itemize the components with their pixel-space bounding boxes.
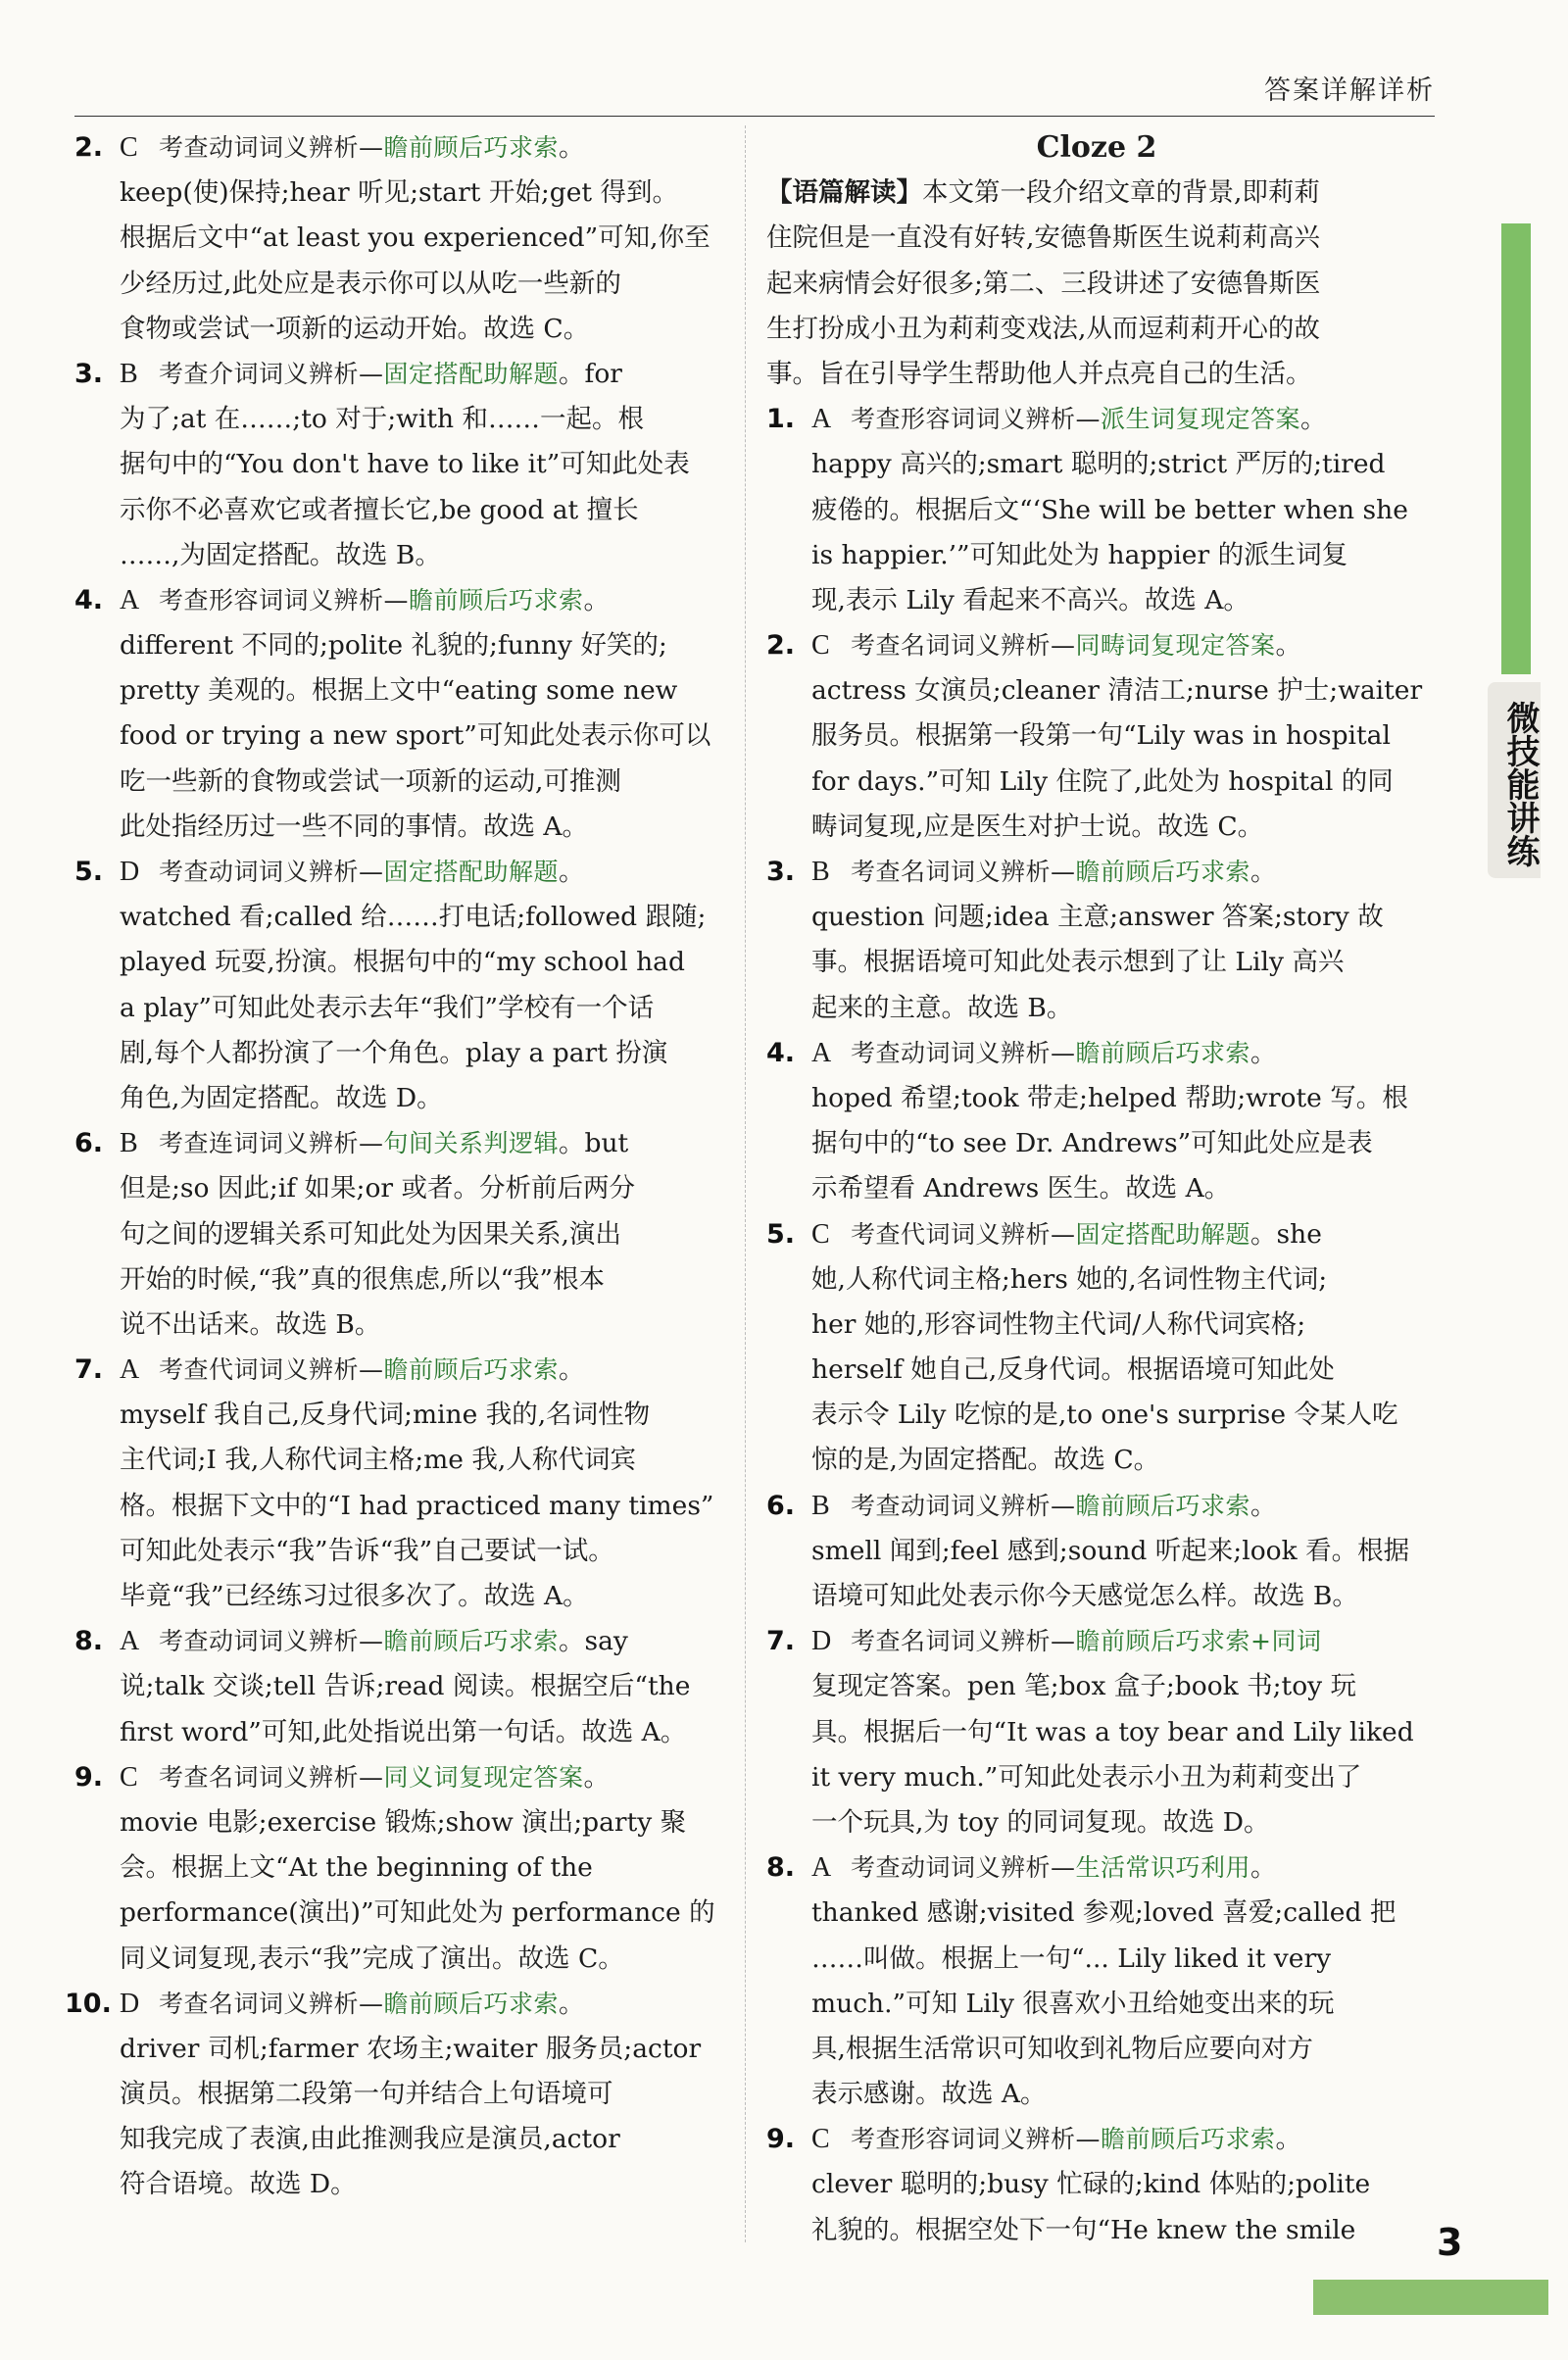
answer-letter: B bbox=[120, 358, 138, 389]
question-first-line-tail: 。 bbox=[559, 857, 585, 887]
question-first-line-tail: 。 bbox=[559, 1354, 585, 1386]
question-first-line-tail: 。 bbox=[583, 1761, 611, 1793]
question-number: 5. bbox=[766, 1218, 796, 1250]
answer-letter: C bbox=[811, 2124, 830, 2155]
question-block bbox=[74, 125, 735, 352]
answer-letter: A bbox=[120, 584, 140, 615]
solving-technique: 瞻前顾后巧求索 bbox=[383, 1627, 560, 1656]
explanation-line: 复现定答案。pen 笔;box 盒子;book 书;toy 玩 bbox=[811, 1671, 1357, 1702]
question-first-line-tail: 。say bbox=[559, 1626, 628, 1657]
answer-letter: D bbox=[811, 1626, 832, 1657]
explanation-line: driver 司机;farmer 农场主;waiter 服务员;actor bbox=[120, 2033, 702, 2064]
question-category: 考查形容词词义辨析— bbox=[851, 405, 1102, 434]
explanation-line: much.”可知 Lily 很喜欢小丑给她变出来的玩 bbox=[811, 1988, 1335, 2019]
answer-letter: D bbox=[120, 857, 140, 887]
question-first-line bbox=[65, 1982, 735, 2027]
question-category: 考查形容词词义辨析— bbox=[159, 585, 410, 615]
explanation-line: 畴词复现,应是医生对护士说。故选 C。 bbox=[811, 811, 1264, 842]
question-first-line bbox=[74, 352, 735, 397]
explanation-line: 根据后文中“at least you experienced”可知,你至 bbox=[120, 222, 710, 254]
explanation-line: 毕竟“我”已经练习过很多次了。故选 A。 bbox=[120, 1581, 589, 1611]
explanation-line: 可知此处表示“我”告诉“我”自己要试一试。 bbox=[120, 1535, 614, 1566]
solving-technique: 瞻前顾后巧求索 bbox=[1101, 2125, 1276, 2154]
question-category: 考查代词词义辨析— bbox=[159, 1355, 384, 1385]
header-title: 答案详解详析 bbox=[1264, 75, 1435, 106]
cloze-title: Cloze 2 bbox=[1036, 130, 1157, 165]
question-first-line bbox=[74, 1348, 735, 1393]
question-category: 考查连词词义辨析— bbox=[159, 1129, 384, 1158]
explanation-line: 开始的时候,“我”真的很焦虑,所以“我”根本 bbox=[120, 1263, 606, 1295]
explanation-line: played 玩耍,扮演。根据句中的“my school had bbox=[120, 947, 685, 978]
question-first-line bbox=[74, 850, 735, 895]
explanation-line: 事。根据语境可知此处表示想到了让 Lily 高兴 bbox=[811, 947, 1345, 978]
question-first-line-tail: 。for bbox=[559, 358, 622, 389]
passage-line bbox=[766, 171, 1427, 216]
question-category: 考查名词词义辨析— bbox=[851, 1627, 1076, 1656]
right-column bbox=[766, 125, 1427, 2253]
question-category: 考查代词词义辨析— bbox=[851, 1219, 1076, 1249]
explanation-line: 说;talk 交谈;tell 告诉;read 阅读。根据空后“the bbox=[120, 1671, 691, 1702]
explanation-line: 现,表示 Lily 看起来不高兴。故选 A。 bbox=[811, 584, 1250, 615]
question-first-line bbox=[766, 2117, 1427, 2162]
question-first-line-tail: 。 bbox=[1300, 404, 1327, 435]
solving-technique: 瞻前顾后巧求索 bbox=[383, 1989, 560, 2018]
header-rule bbox=[74, 116, 1435, 117]
explanation-line: first word”可知,此处指说出第一句话。故选 A。 bbox=[120, 1716, 687, 1747]
question-first-line-tail: 。 bbox=[1275, 630, 1302, 662]
solving-technique: 瞻前顾后巧求索 bbox=[383, 133, 560, 162]
explanation-line: 句之间的逻辑关系可知此处为因果关系,演出 bbox=[120, 1218, 621, 1250]
answer-letter: B bbox=[811, 857, 830, 887]
explanation-line: 服务员。根据第一段第一句“Lily was in hospital bbox=[811, 720, 1391, 752]
explanation-line: 据句中的“You don't have to like it”可知此处表 bbox=[120, 449, 690, 480]
question-number: 8. bbox=[74, 1626, 104, 1657]
question-first-line bbox=[766, 1031, 1427, 1076]
question-first-line-tail: 。 bbox=[1275, 2124, 1302, 2155]
explanation-line: thanked 感谢;visited 参观;loved 喜爱;called 把 bbox=[811, 1897, 1396, 1929]
solving-technique: 固定搭配助解题 bbox=[383, 359, 560, 388]
question-category: 考查动词词义辨析— bbox=[851, 1853, 1076, 1883]
solving-technique: 同畴词复现定答案 bbox=[1075, 631, 1276, 661]
question-block bbox=[766, 1031, 1427, 1212]
answer-letter: C bbox=[120, 132, 138, 163]
explanation-line: different 不同的;polite 礼貌的;funny 好笑的; bbox=[120, 630, 667, 662]
question-number: 8. bbox=[766, 1852, 796, 1884]
explanation-line: herself 她自己,反身代词。根据语境可知此处 bbox=[811, 1354, 1335, 1386]
explanation-line: for days.”可知 Lily 住院了,此处为 hospital 的同 bbox=[811, 765, 1394, 797]
solving-technique: 瞻前顾后巧求索+同词 bbox=[1075, 1627, 1322, 1656]
answer-letter: D bbox=[120, 1988, 140, 2019]
explanation-line: 吃一些新的食物或尝试一项新的运动,可推测 bbox=[120, 765, 621, 797]
passage-line: 起来病情会好很多;第二、三段讲述了安德鲁斯医 bbox=[766, 268, 1321, 299]
question-category: 考查介词词义辨析— bbox=[159, 359, 384, 388]
explanation-line: actress 女演员;cleaner 清洁工;nurse 护士;waiter bbox=[811, 675, 1423, 707]
question-block bbox=[766, 1484, 1427, 1620]
page-number: 3 bbox=[1437, 2221, 1463, 2264]
question-first-line bbox=[74, 125, 735, 171]
question-number: 3. bbox=[74, 358, 104, 389]
answer-letter: A bbox=[811, 1037, 832, 1068]
question-first-line-tail: 。 bbox=[1250, 1490, 1277, 1521]
explanation-line: 具。根据后一句“It was a toy bear and Lily liked bbox=[811, 1716, 1414, 1747]
question-first-line bbox=[766, 1212, 1427, 1257]
explanation-line: 演员。根据第二段第一句并结合上句语境可 bbox=[120, 2079, 613, 2110]
solving-technique: 固定搭配助解题 bbox=[383, 858, 560, 886]
explanation-line: 据句中的“to see Dr. Andrews”可知此处应是表 bbox=[811, 1128, 1373, 1159]
question-number: 1. bbox=[766, 404, 796, 435]
explanation-line: smell 闻到;feel 感到;sound 听起来;look 看。根据 bbox=[811, 1535, 1410, 1566]
question-category: 考查动词词义辨析— bbox=[851, 1038, 1076, 1067]
explanation-line: 示希望看 Andrews 医生。故选 A。 bbox=[811, 1173, 1231, 1205]
question-first-line bbox=[74, 1121, 735, 1166]
explanation-line: food or trying a new sport”可知此处表示你可以 bbox=[120, 720, 711, 752]
question-category: 考查名词词义辨析— bbox=[159, 1762, 384, 1792]
question-number: 5. bbox=[74, 857, 104, 887]
question-block bbox=[74, 1619, 735, 1755]
explanation-line: clever 聪明的;busy 忙碌的;kind 体贴的;polite bbox=[811, 2169, 1371, 2200]
explanation-line: 她,人称代词主格;hers 她的,名词性物主代词; bbox=[811, 1263, 1328, 1295]
question-block bbox=[766, 1845, 1427, 2117]
question-first-line-tail: 。 bbox=[583, 584, 611, 615]
question-block bbox=[74, 352, 735, 578]
answer-letter: A bbox=[120, 1626, 140, 1657]
question-category: 考查名词词义辨析— bbox=[851, 858, 1076, 886]
explanation-line: myself 我自己,反身代词;mine 我的,名词性物 bbox=[120, 1400, 651, 1431]
question-block bbox=[766, 1212, 1427, 1484]
question-block bbox=[74, 850, 735, 1121]
explanation-line: 食物或尝试一项新的运动开始。故选 C。 bbox=[120, 313, 590, 344]
question-first-line bbox=[74, 578, 735, 623]
question-number: 10. bbox=[65, 1988, 112, 2019]
question-first-line-tail: 。 bbox=[1250, 1037, 1277, 1068]
explanation-line: 示你不必喜欢它或者擅长它,be good at 擅长 bbox=[120, 494, 639, 525]
answer-letter: A bbox=[811, 404, 832, 435]
passage-text: 本文第一段介绍文章的背景,即莉莉 bbox=[922, 177, 1320, 209]
question-block bbox=[766, 2117, 1427, 2253]
question-first-line bbox=[766, 1619, 1427, 1664]
side-accent-bar bbox=[1501, 223, 1531, 674]
left-column bbox=[65, 125, 735, 2208]
answer-letter: B bbox=[811, 1490, 830, 1521]
question-number: 6. bbox=[74, 1128, 104, 1159]
question-first-line-tail: 。 bbox=[559, 132, 585, 163]
explanation-line: 为了;at 在……;to 对于;with 和……一起。根 bbox=[120, 404, 644, 435]
explanation-line: keep(使)保持;hear 听见;start 开始;get 得到。 bbox=[120, 177, 678, 209]
solving-technique: 固定搭配助解题 bbox=[1075, 1219, 1251, 1249]
answer-letter: B bbox=[120, 1128, 138, 1159]
explanation-line: 起来的主意。故选 B。 bbox=[811, 992, 1073, 1023]
question-first-line-tail: 。but bbox=[559, 1128, 629, 1159]
explanation-line: 知我完成了表演,由此推测我应是演员,actor bbox=[120, 2124, 620, 2155]
explanation-line: watched 看;called 给……打电话;followed 跟随; bbox=[120, 902, 707, 933]
question-category: 考查动词词义辨析— bbox=[159, 858, 384, 886]
question-first-line bbox=[766, 850, 1427, 895]
explanation-line: ……叫做。根据上一句“... Lily liked it very bbox=[811, 1942, 1332, 1974]
explanation-line: 此处指经历过一些不同的事情。故选 A。 bbox=[120, 811, 589, 842]
question-number: 3. bbox=[766, 857, 796, 887]
explanation-line: hoped 希望;took 带走;helped 帮助;wrote 写。根 bbox=[811, 1082, 1408, 1113]
explanation-line: 但是;so 因此;if 如果;or 或者。分析前后两分 bbox=[120, 1173, 636, 1205]
question-category: 考查动词词义辨析— bbox=[851, 1491, 1076, 1520]
answer-letter: A bbox=[811, 1852, 832, 1884]
question-first-line bbox=[766, 1484, 1427, 1529]
explanation-line: 符合语境。故选 D。 bbox=[120, 2169, 357, 2200]
explanation-line: question 问题;idea 主意;answer 答案;story 故 bbox=[811, 902, 1384, 933]
explanation-line: 格。根据下文中的“I had practiced many times” bbox=[120, 1490, 714, 1521]
answer-letter: A bbox=[120, 1354, 140, 1386]
question-number: 6. bbox=[766, 1490, 796, 1521]
question-number: 2. bbox=[74, 132, 104, 163]
question-block bbox=[766, 1619, 1427, 1845]
question-block bbox=[65, 1982, 735, 2208]
passage-line: 住院但是一直没有好转,安德鲁斯医生说莉莉高兴 bbox=[766, 222, 1320, 254]
solving-technique: 瞻前顾后巧求索 bbox=[1075, 1491, 1251, 1520]
passage-line: 生打扮成小丑为莉莉变戏法,从而逗莉莉开心的故 bbox=[766, 313, 1320, 344]
question-number: 4. bbox=[74, 584, 104, 615]
explanation-line: pretty 美观的。根据上文中“eating some new bbox=[120, 675, 678, 707]
question-first-line bbox=[74, 1755, 735, 1800]
answer-letter: C bbox=[811, 1218, 830, 1250]
question-block bbox=[74, 1121, 735, 1348]
question-first-line bbox=[766, 623, 1427, 668]
question-first-line bbox=[74, 1619, 735, 1664]
question-number: 2. bbox=[766, 630, 796, 662]
solving-technique: 瞻前顾后巧求索 bbox=[383, 1355, 560, 1385]
question-first-line-tail: 。 bbox=[559, 1988, 585, 2019]
question-number: 9. bbox=[74, 1761, 104, 1793]
explanation-line: 主代词;I 我,人称代词主格;me 我,人称代词宾 bbox=[120, 1445, 636, 1476]
solving-technique: 瞻前顾后巧求索 bbox=[1075, 1038, 1251, 1067]
column-divider bbox=[745, 125, 746, 2242]
question-block bbox=[766, 623, 1427, 850]
side-tab-label: 微技能讲练 bbox=[1500, 701, 1540, 867]
footer-accent-bar bbox=[1313, 2280, 1548, 2315]
question-category: 考查动词词义辨析— bbox=[159, 1627, 384, 1656]
answer-letter: C bbox=[120, 1761, 138, 1793]
explanation-line: 具,根据生活常识可知收到礼物后应要向对方 bbox=[811, 2033, 1313, 2064]
right-question-list bbox=[766, 397, 1427, 2253]
question-first-line-tail: 。 bbox=[1250, 1852, 1277, 1884]
explanation-line: movie 电影;exercise 锻炼;show 演出;party 聚 bbox=[120, 1806, 687, 1838]
explanation-line: 表示感谢。故选 A。 bbox=[811, 2079, 1047, 2110]
explanation-line: happy 高兴的;smart 聪明的;strict 严厉的;tired bbox=[811, 449, 1386, 480]
answer-letter: C bbox=[811, 630, 830, 662]
question-first-line-tail: 。 bbox=[1250, 857, 1277, 887]
explanation-line: a play”可知此处表示去年“我们”学校有一个话 bbox=[120, 992, 655, 1023]
solving-technique: 瞻前顾后巧求索 bbox=[409, 585, 584, 615]
question-number: 7. bbox=[766, 1626, 796, 1657]
passage-line: 事。旨在引导学生帮助他人并点亮自己的生活。 bbox=[766, 358, 1312, 389]
explanation-line: 同义词复现,表示“我”完成了演出。故选 C。 bbox=[120, 1942, 624, 1974]
explanation-line: 角色,为固定搭配。故选 D。 bbox=[120, 1082, 443, 1113]
question-block bbox=[766, 397, 1427, 623]
explanation-line: 一个玩具,为 toy 的同词复现。故选 D。 bbox=[811, 1806, 1270, 1838]
solving-technique: 同义词复现定答案 bbox=[383, 1762, 584, 1792]
passage-label: 【语篇解读】 bbox=[766, 177, 922, 209]
explanation-line: 语境可知此处表示你今天感觉怎么样。故选 B。 bbox=[811, 1581, 1358, 1611]
solving-technique: 派生词复现定答案 bbox=[1101, 405, 1301, 434]
explanation-line: 礼貌的。根据空处下一句“He knew the smile bbox=[811, 2214, 1356, 2245]
explanation-line: it very much.”可知此处表示小丑为莉莉变出了 bbox=[811, 1761, 1362, 1793]
question-category: 考查名词词义辨析— bbox=[159, 1989, 384, 2018]
explanation-line: 少经历过,此处应是表示你可以从吃一些新的 bbox=[120, 268, 621, 299]
question-block bbox=[766, 850, 1427, 1031]
question-first-line bbox=[766, 397, 1427, 442]
question-number: 9. bbox=[766, 2124, 796, 2155]
explanation-line: her 她的,形容词性物主代词/人称代词宾格; bbox=[811, 1308, 1306, 1340]
question-number: 7. bbox=[74, 1354, 104, 1386]
question-category: 考查动词词义辨析— bbox=[159, 133, 384, 162]
question-number: 4. bbox=[766, 1037, 796, 1068]
explanation-line: ……,为固定搭配。故选 B。 bbox=[120, 539, 441, 570]
question-first-line bbox=[766, 1845, 1427, 1891]
question-block bbox=[74, 578, 735, 850]
explanation-line: is happier.’”可知此处为 happier 的派生词复 bbox=[811, 539, 1348, 570]
question-category: 考查形容词词义辨析— bbox=[851, 2125, 1102, 2154]
question-block bbox=[74, 1755, 735, 1982]
solving-technique: 句间关系判逻辑 bbox=[383, 1129, 560, 1158]
explanation-line: performance(演出)”可知此处为 performance 的 bbox=[120, 1897, 715, 1929]
question-first-line-tail: 。she bbox=[1250, 1218, 1322, 1250]
explanation-line: 表示令 Lily 吃惊的是,to one's surprise 令某人吃 bbox=[811, 1400, 1398, 1431]
explanation-line: 剧,每个人都扮演了一个角色。play a part 扮演 bbox=[120, 1037, 668, 1068]
solving-technique: 瞻前顾后巧求索 bbox=[1075, 858, 1251, 886]
question-category: 考查名词词义辨析— bbox=[851, 631, 1076, 661]
explanation-line: 惊的是,为固定搭配。故选 C。 bbox=[811, 1445, 1160, 1476]
solving-technique: 生活常识巧利用 bbox=[1075, 1853, 1251, 1883]
explanation-line: 说不出话来。故选 B。 bbox=[120, 1308, 381, 1340]
question-block bbox=[74, 1348, 735, 1619]
explanation-line: 会。根据上文“At the beginning of the bbox=[120, 1852, 593, 1884]
explanation-line: 疲倦的。根据后文“‘She will be better when she bbox=[811, 494, 1408, 525]
